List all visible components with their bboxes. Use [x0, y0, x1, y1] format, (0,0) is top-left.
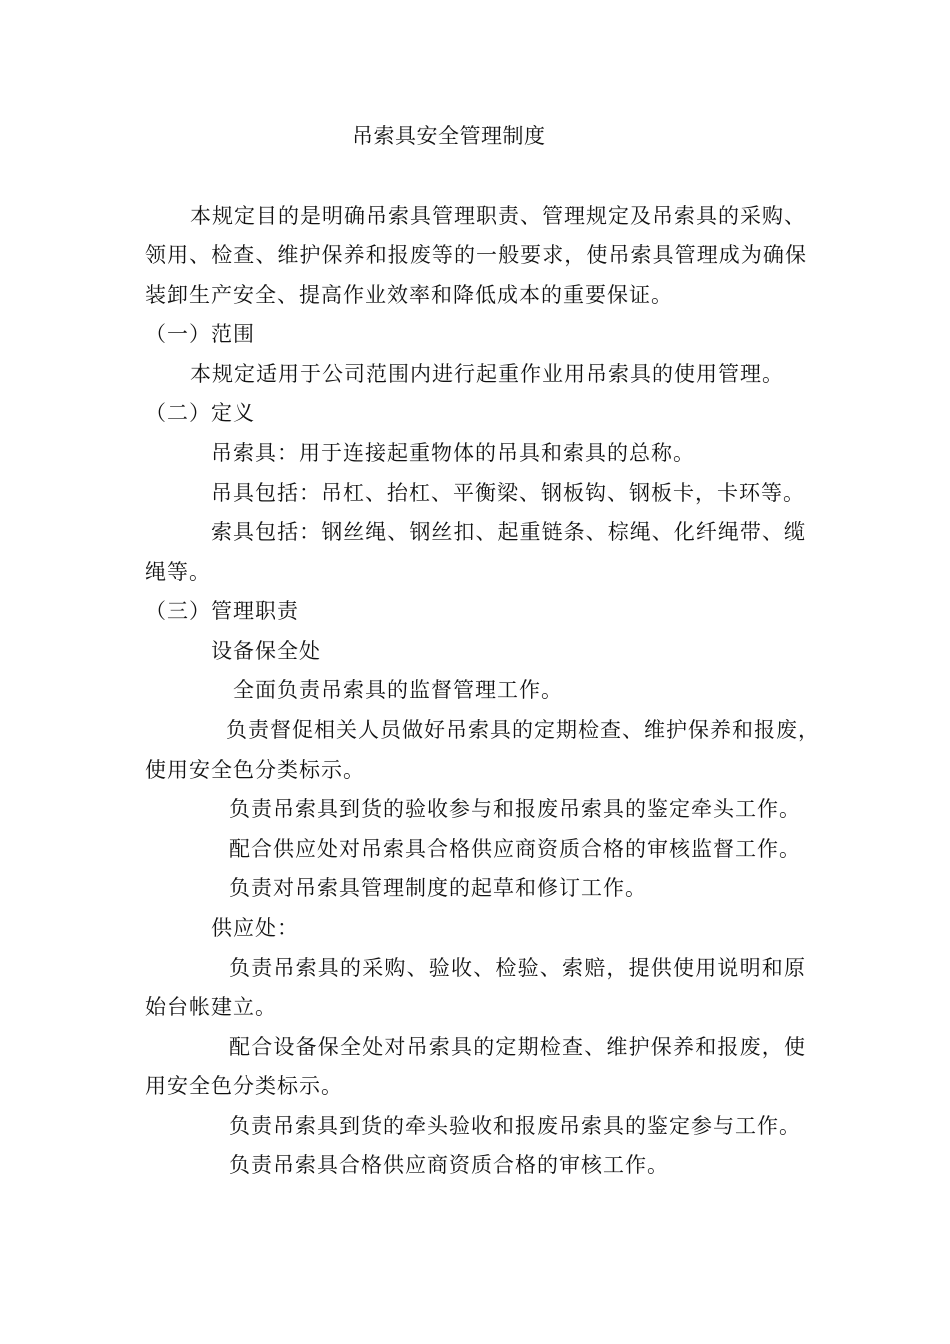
definition-line-3a: 索具包括：钢丝绳、钢丝扣、起重链条、棕绳、化纤绳带、缆: [211, 520, 806, 544]
definition-line-1: 吊索具：用于连接起重物体的吊具和索具的总称。: [211, 441, 695, 465]
section-duties-heading: （三）管理职责: [145, 599, 299, 623]
equipment-duty-4: 配合供应处对吊索具合格供应商资质合格的审核监督工作。: [229, 837, 801, 861]
supply-duty-3: 负责吊索具到货的牵头验收和报废吊索具的鉴定参与工作。: [229, 1114, 801, 1138]
supply-duty-1a: 负责吊索具的采购、验收、检验、索赔，提供使用说明和原: [229, 956, 806, 980]
intro-line-3: 装卸生产安全、提高作业效率和降低成本的重要保证。: [145, 283, 673, 307]
section-scope-heading: （一）范围: [145, 322, 255, 346]
supply-duty-4: 负责吊索具合格供应商资质合格的审核工作。: [229, 1153, 669, 1177]
equipment-duty-3: 负责吊索具到货的验收参与和报废吊索具的鉴定牵头工作。: [229, 797, 801, 821]
definition-line-2: 吊具包括：吊杠、抬杠、平衡梁、钢板钩、钢板卡，卡环等。: [211, 481, 805, 505]
supply-duty-2b: 用安全色分类标示。: [145, 1074, 343, 1098]
dept-equipment-name: 设备保全处: [211, 639, 321, 663]
equipment-duty-2b: 使用安全色分类标示。: [145, 758, 365, 782]
dept-supply-name: 供应处：: [211, 916, 299, 940]
equipment-duty-1: 全面负责吊索具的监督管理工作。: [233, 678, 563, 702]
intro-line-2: 领用、检查、维护保养和报废等的一般要求，使吊索具管理成为确保: [145, 243, 807, 267]
supply-duty-1b: 始台帐建立。: [145, 995, 277, 1019]
section-scope-text: 本规定适用于公司范围内进行起重作业用吊索具的使用管理。: [190, 362, 784, 386]
definition-line-3b: 绳等。: [145, 560, 211, 584]
supply-duty-2a: 配合设备保全处对吊索具的定期检查、维护保养和报废，使: [229, 1035, 806, 1059]
intro-line-1: 本规定目的是明确吊索具管理职责、管理规定及吊索具的采购、: [190, 204, 806, 228]
equipment-duty-2a: 负责督促相关人员做好吊索具的定期检查、维护保养和报废，: [226, 718, 820, 742]
document-title: 吊索具安全管理制度: [352, 124, 546, 148]
equipment-duty-5: 负责对吊索具管理制度的起草和修订工作。: [229, 876, 647, 900]
section-definition-heading: （二）定义: [145, 401, 255, 425]
